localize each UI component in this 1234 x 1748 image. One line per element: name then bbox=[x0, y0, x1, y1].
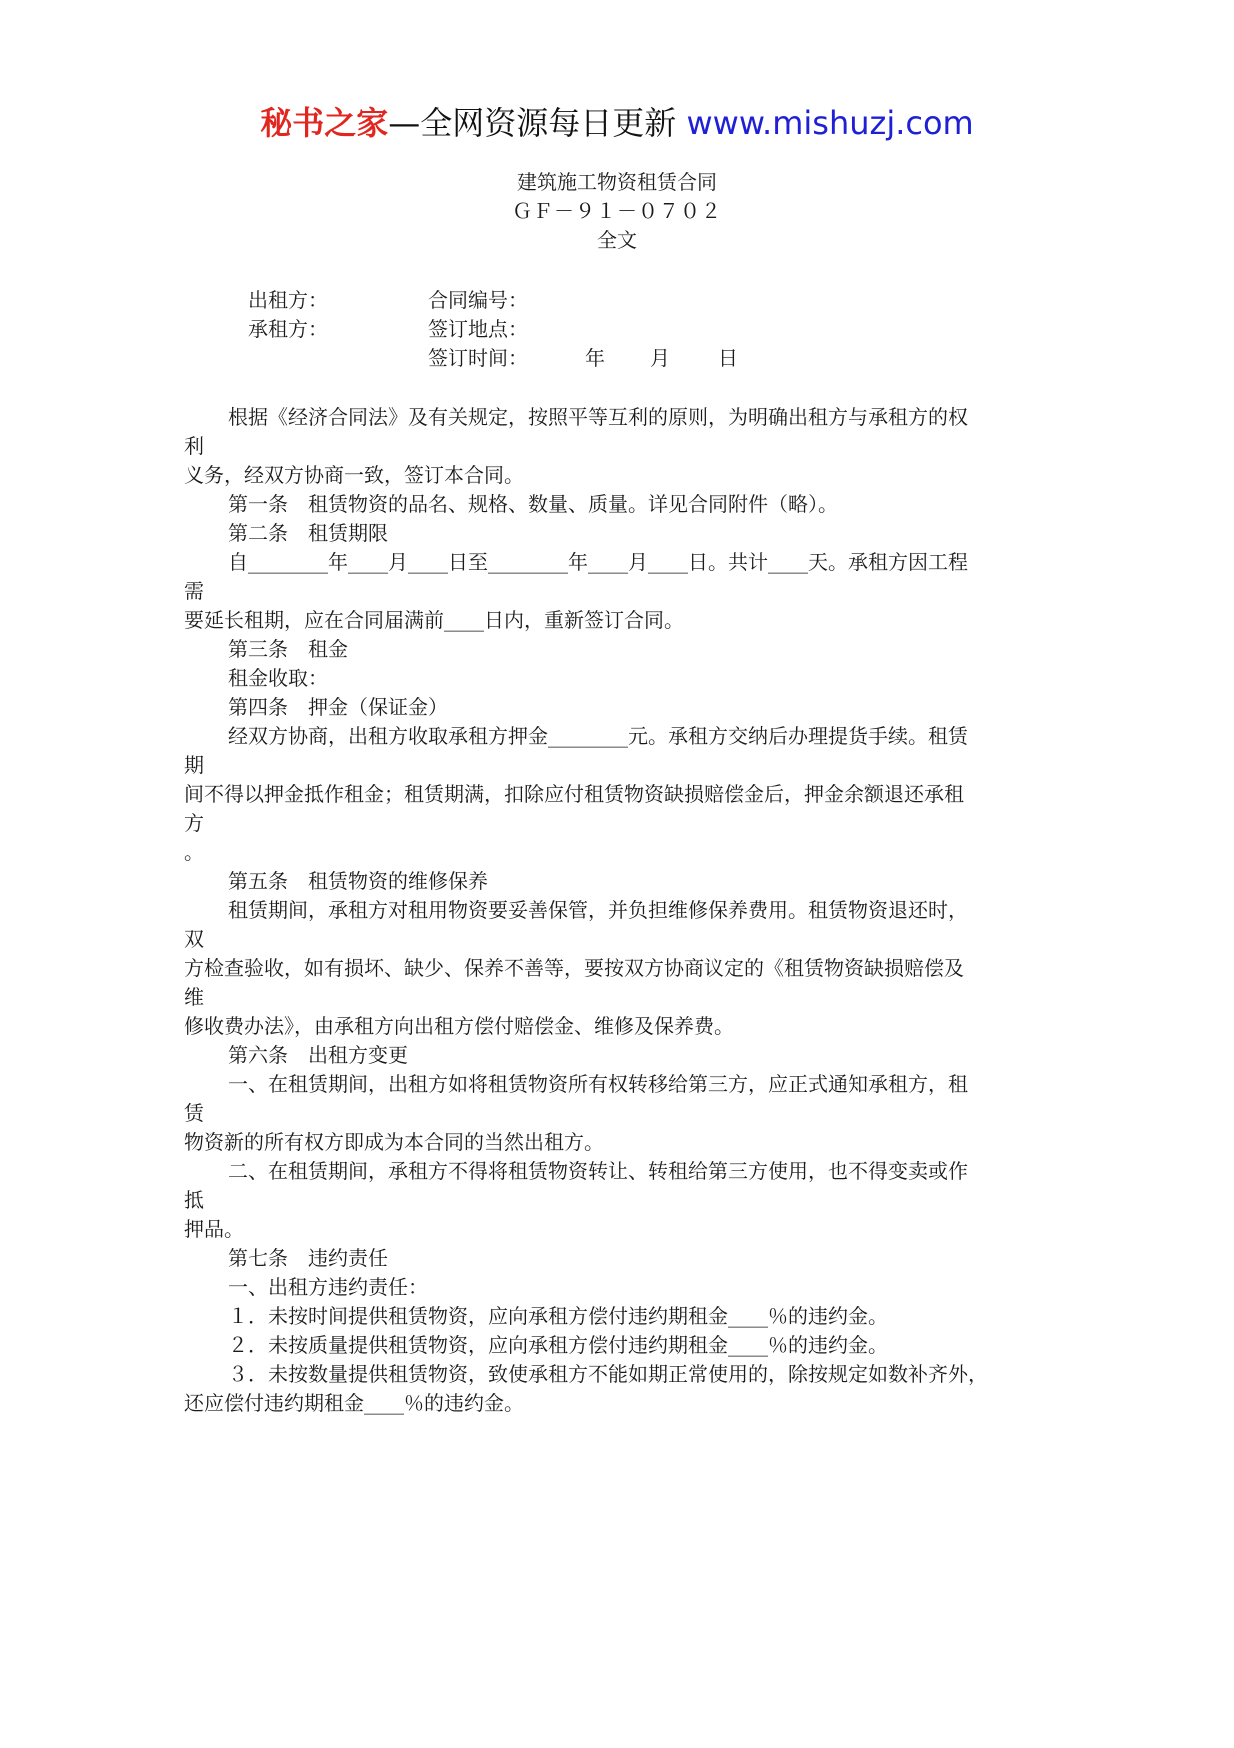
body-line: 经双方协商，出租方收取承租方押金________元。承租方交纳后办理提货手续。租赁 bbox=[228, 724, 968, 748]
body-line: 第四条 押金（保证金） bbox=[228, 695, 448, 719]
body-line: 抵 bbox=[184, 1188, 204, 1212]
body-line: 租赁期间，承租方对租用物资要妥善保管，并负担维修保养费用。租赁物资退还时， bbox=[228, 898, 968, 922]
document-subtitle: 全文 bbox=[597, 228, 637, 252]
body-line: 第七条 违约责任 bbox=[228, 1246, 388, 1270]
slogan: —全网资源每日更新 bbox=[388, 104, 677, 142]
contract-no-label: 合同编号： bbox=[428, 288, 528, 312]
body-line: 一、在租赁期间，出租方如将租赁物资所有权转移给第三方，应正式通知承租方，租 bbox=[228, 1072, 968, 1096]
body-line: 二、在租赁期间，承租方不得将租赁物资转让、转租给第三方使用，也不得变卖或作 bbox=[228, 1159, 968, 1183]
lessor-label: 出租方： bbox=[248, 288, 328, 312]
sign-place-label: 签订地点： bbox=[428, 317, 528, 341]
body-line: 第三条 租金 bbox=[228, 637, 348, 661]
body-line: 第一条 租赁物资的品名、规格、数量、质量。详见合同附件（略）。 bbox=[228, 492, 838, 516]
body-line: 自________年____月____日至________年____月____日。共计____天。承租方因工程 bbox=[228, 550, 968, 574]
body-line: 根据《经济合同法》及有关规定，按照平等互利的原则，为明确出租方与承租方的权 bbox=[228, 405, 968, 429]
body-line: 维 bbox=[184, 985, 204, 1009]
body-line: 物资新的所有权方即成为本合同的当然出租方。 bbox=[184, 1130, 604, 1154]
month-label: 月 bbox=[650, 346, 670, 370]
body-line: ２．未按质量提供租赁物资，应向承租方偿付违约期租金____％的违约金。 bbox=[228, 1333, 888, 1357]
year-label: 年 bbox=[585, 346, 605, 370]
lessee-label: 承租方： bbox=[248, 317, 328, 341]
body-line: ３．未按数量提供租赁物资，致使承租方不能如期正常使用的，除按规定如数补齐外， bbox=[228, 1362, 988, 1386]
body-line: 赁 bbox=[184, 1101, 204, 1125]
sign-time-label: 签订时间： bbox=[428, 346, 528, 370]
day-label: 日 bbox=[718, 346, 738, 370]
body-line: 方检查验收，如有损坏、缺少、保养不善等，要按双方协商议定的《租赁物资缺损赔偿及 bbox=[184, 956, 964, 980]
body-line: 需 bbox=[184, 579, 204, 603]
body-line: 租金收取： bbox=[228, 666, 328, 690]
body-line: １．未按时间提供租赁物资，应向承租方偿付违约期租金____％的违约金。 bbox=[228, 1304, 888, 1328]
document-code: ＧＦ－９１－０７０２ bbox=[512, 199, 722, 223]
body-line: 期 bbox=[184, 753, 204, 777]
body-line: 第五条 租赁物资的维修保养 bbox=[228, 869, 488, 893]
site-url[interactable]: www.mishuzj.com bbox=[686, 104, 974, 142]
brand-name: 秘书之家 bbox=[260, 104, 389, 142]
document-title: 建筑施工物资租赁合同 bbox=[517, 170, 717, 194]
body-line: 双 bbox=[184, 927, 204, 951]
body-line: 。 bbox=[184, 840, 204, 864]
body-line: 利 bbox=[184, 434, 204, 458]
body-line: 第六条 出租方变更 bbox=[228, 1043, 408, 1067]
body-line: 方 bbox=[184, 811, 204, 835]
site-banner bbox=[0, 100, 1234, 146]
body-line: 要延长租期，应在合同届满前____日内，重新签订合同。 bbox=[184, 608, 684, 632]
body-line: 间不得以押金抵作租金；租赁期满，扣除应付租赁物资缺损赔偿金后，押金余额退还承租 bbox=[184, 782, 964, 806]
body-line: 第二条 租赁期限 bbox=[228, 521, 388, 545]
body-line: 义务，经双方协商一致，签订本合同。 bbox=[184, 463, 524, 487]
body-line: 修收费办法》，由承租方向出租方偿付赔偿金、维修及保养费。 bbox=[184, 1014, 734, 1038]
body-line: 一、出租方违约责任： bbox=[228, 1275, 428, 1299]
body-line: 押品。 bbox=[184, 1217, 244, 1241]
body-line: 还应偿付违约期租金____％的违约金。 bbox=[184, 1391, 524, 1415]
